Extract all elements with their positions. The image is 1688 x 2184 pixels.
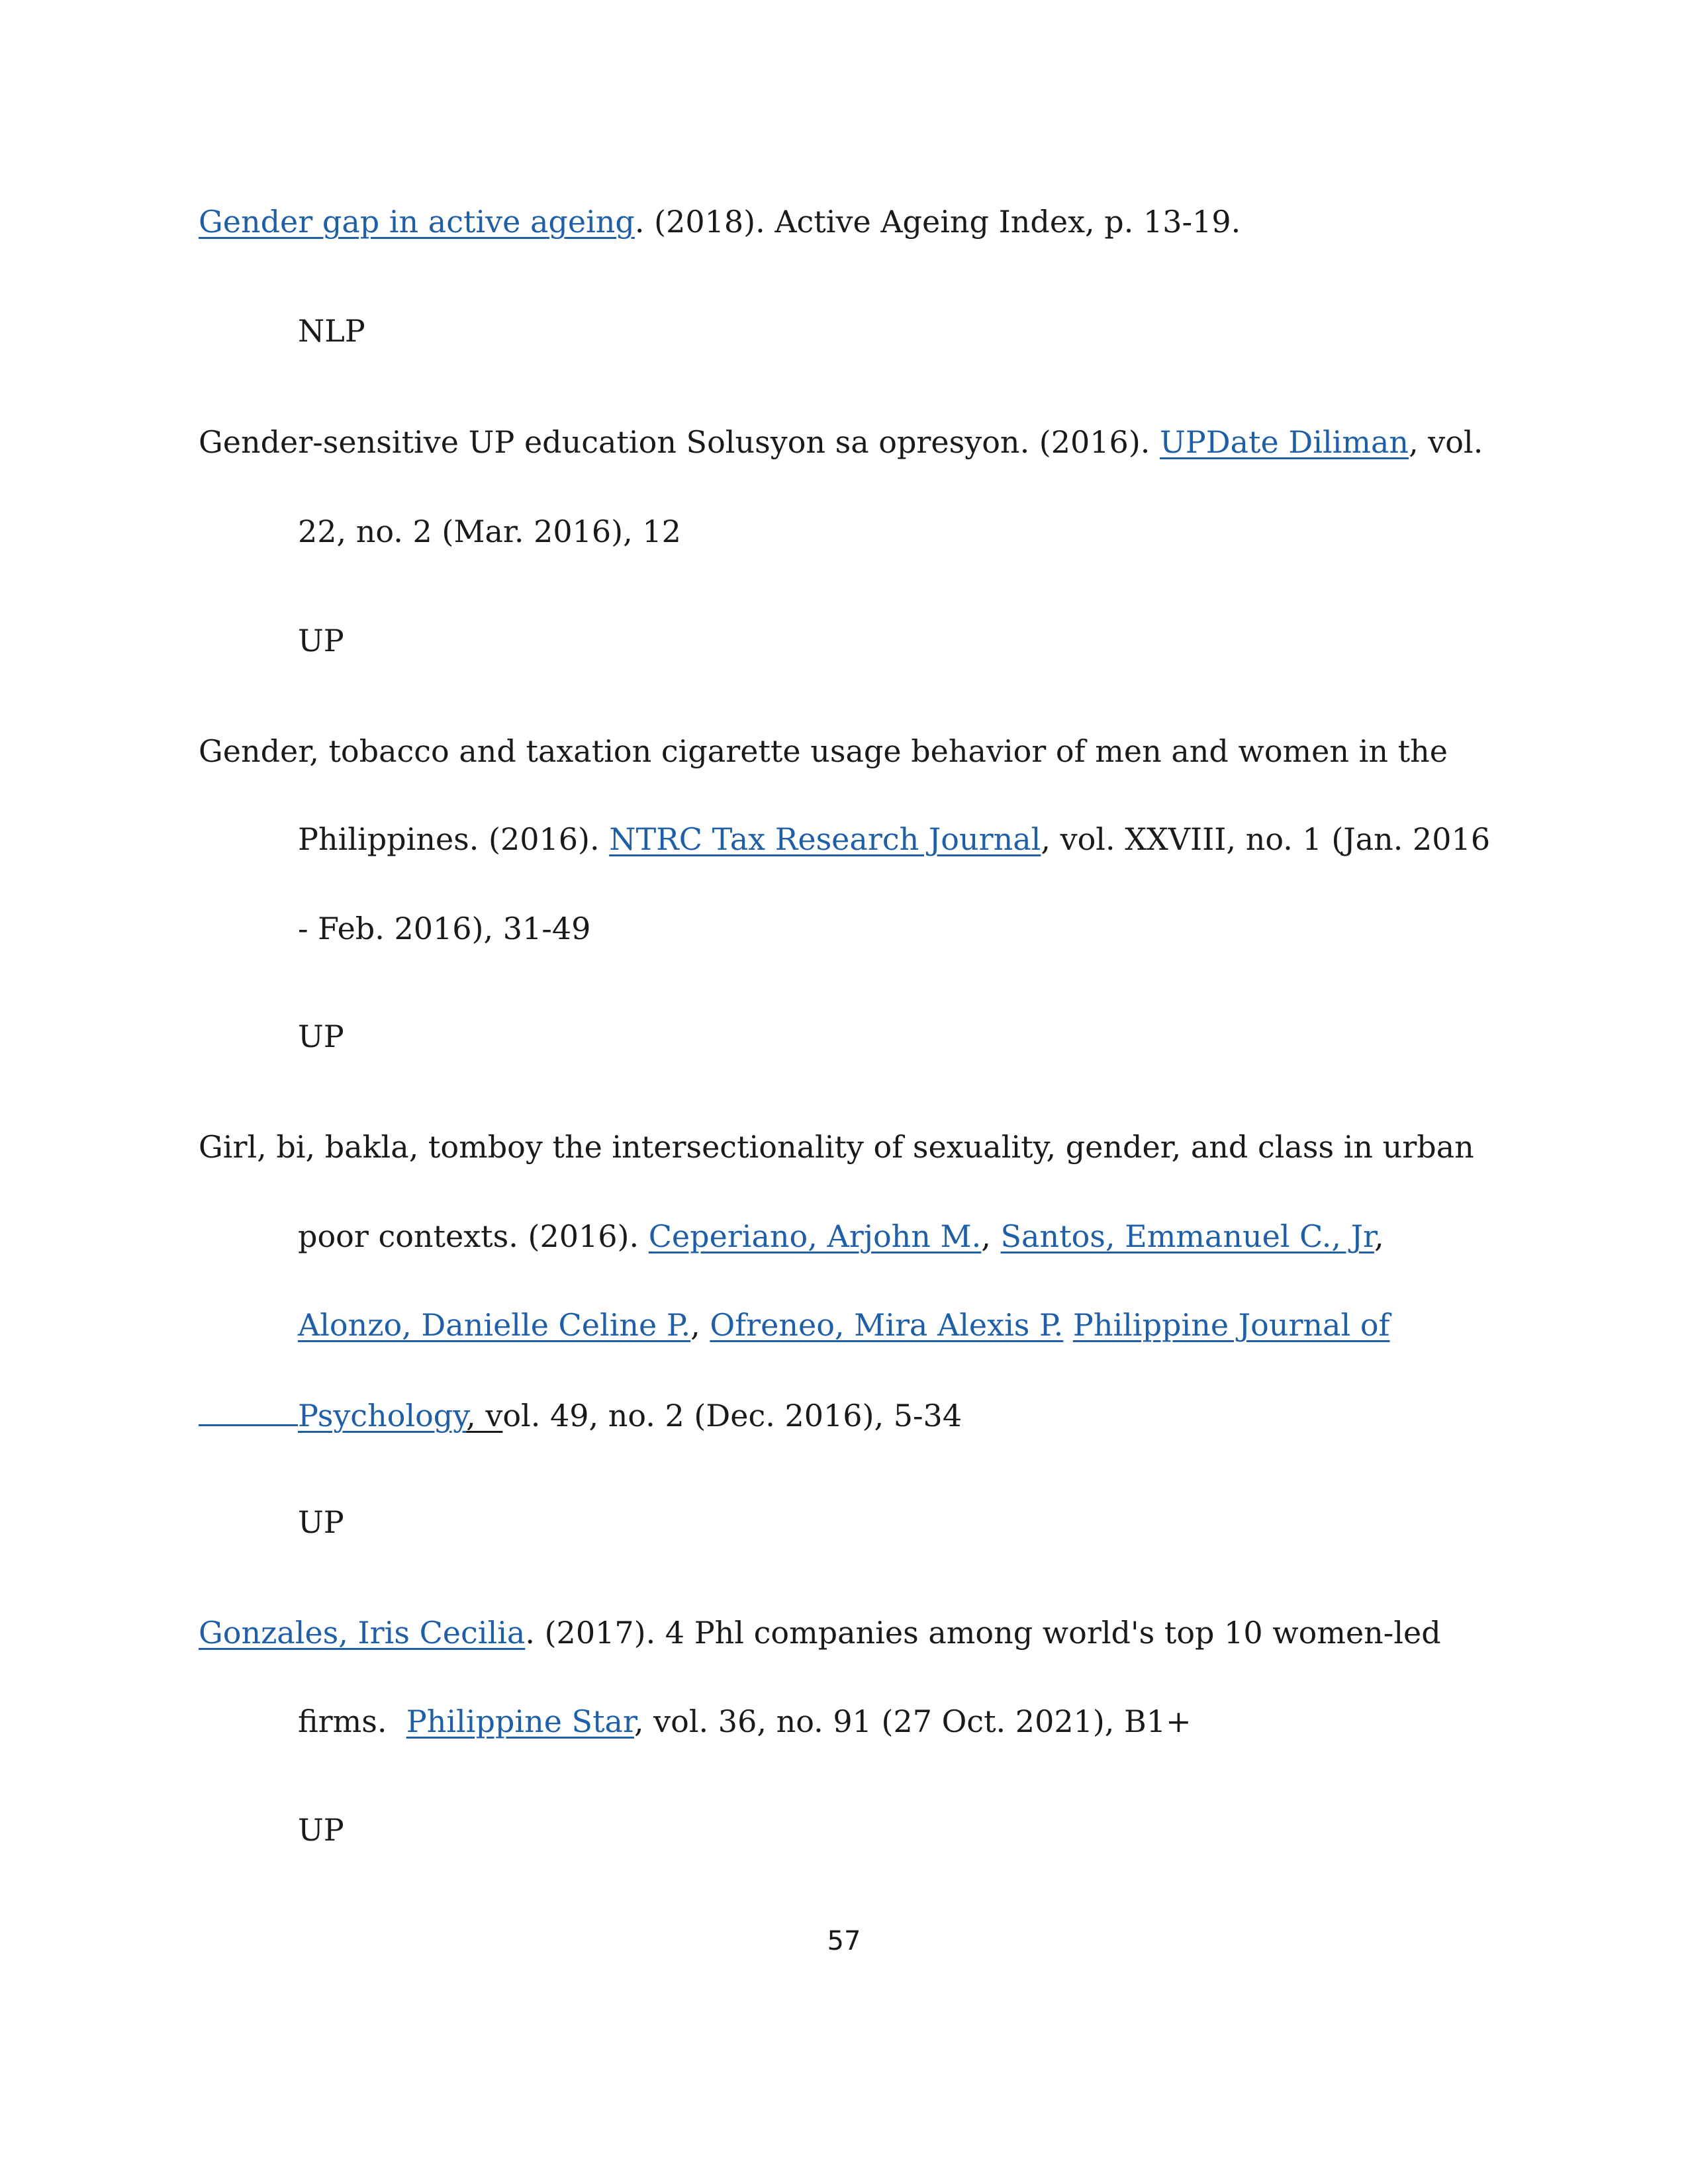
- entry-5-location: UP: [298, 1812, 344, 1848]
- entry-2-title: Gender-sensitive UP education Solusyon sa opresyon. (2016).: [199, 424, 1160, 460]
- entry-4-journal-link-a[interactable]: Philippine Journal of: [1072, 1307, 1390, 1343]
- entry-4-author-2-link[interactable]: Santos, Emmanuel C., Jr: [1000, 1218, 1374, 1254]
- entry-2-line-1: [199, 422, 1483, 462]
- entry-3-location: UP: [298, 1019, 344, 1054]
- entry-4-line-4: [199, 1394, 962, 1435]
- entry-4-sep-2: ,: [1374, 1218, 1384, 1254]
- entry-1-location: NLP: [298, 313, 365, 349]
- entry-5-citation: . (2017). 4 Phl companies among world's top 10 women-led: [525, 1615, 1441, 1651]
- entry-4-author-1-link[interactable]: Ceperiano, Arjohn M.: [648, 1218, 982, 1254]
- entry-2-journal-link[interactable]: UPDate Diliman: [1160, 424, 1409, 460]
- entry-2-vol: , vol.: [1409, 424, 1483, 460]
- entry-5-journal-link[interactable]: Philippine Star: [406, 1704, 634, 1739]
- entry-1-line-1: [199, 202, 1241, 242]
- entry-5-line-1: [199, 1613, 1441, 1653]
- entry-5-vol: , vol. 36, no. 91 (27 Oct. 2021), B1+: [633, 1704, 1192, 1739]
- entry-4-author-4-link[interactable]: Ofreneo, Mira Alexis P.: [710, 1307, 1064, 1343]
- entry-1-title-link[interactable]: Gender gap in active ageing: [199, 204, 635, 240]
- entry-2-location: UP: [298, 623, 344, 659]
- entry-2-line-2: 22, no. 2 (Mar. 2016), 12: [298, 514, 681, 549]
- entry-4-vol: ol. 49, no. 2 (Dec. 2016), 5-34: [502, 1398, 962, 1433]
- entry-3-line-2: [298, 819, 1490, 859]
- entry-4-year: poor contexts. (2016).: [298, 1218, 649, 1254]
- entry-4-author-3-link[interactable]: Alonzo, Danielle Celine P.: [298, 1307, 691, 1343]
- entry-5-line-2: [298, 1702, 1192, 1741]
- entry-4-sep-4: [1063, 1307, 1073, 1343]
- entry-1-citation: . (2018). Active Ageing Index, p. 13-19.: [634, 204, 1241, 240]
- entry-5-author-link[interactable]: Gonzales, Iris Cecilia: [199, 1615, 526, 1651]
- entry-4-line-1: Girl, bi, bakla, tomboy the intersectionality of sexuality, gender, and class in urban: [199, 1129, 1474, 1165]
- entry-4-line-3: [298, 1305, 1390, 1345]
- entry-3-vol: , vol. XXVIII, no. 1 (Jan. 2016: [1041, 821, 1491, 857]
- entry-3-year: Philippines. (2016).: [298, 821, 610, 857]
- entry-3-line-3: - Feb. 2016), 31-49: [298, 911, 591, 946]
- entry-4-journal-link-b[interactable]: Psychology: [298, 1398, 467, 1433]
- entry-4-sep-3: ,: [690, 1307, 710, 1343]
- entry-3-line-1: Gender, tobacco and taxation cigarette usage behavior of men and women in the: [199, 733, 1448, 769]
- entry-5-firms: firms.: [298, 1704, 406, 1739]
- entry-4-vol-underlined: , v: [466, 1398, 503, 1433]
- entry-3-journal-link[interactable]: NTRC Tax Research Journal: [609, 821, 1041, 857]
- entry-4-sep-1: ,: [981, 1218, 1001, 1254]
- entry-4-location: UP: [298, 1504, 344, 1540]
- entry-4-line-2: [298, 1216, 1384, 1256]
- page-number: 57: [827, 1926, 861, 1956]
- entry-4-underline-gap: [199, 1394, 298, 1426]
